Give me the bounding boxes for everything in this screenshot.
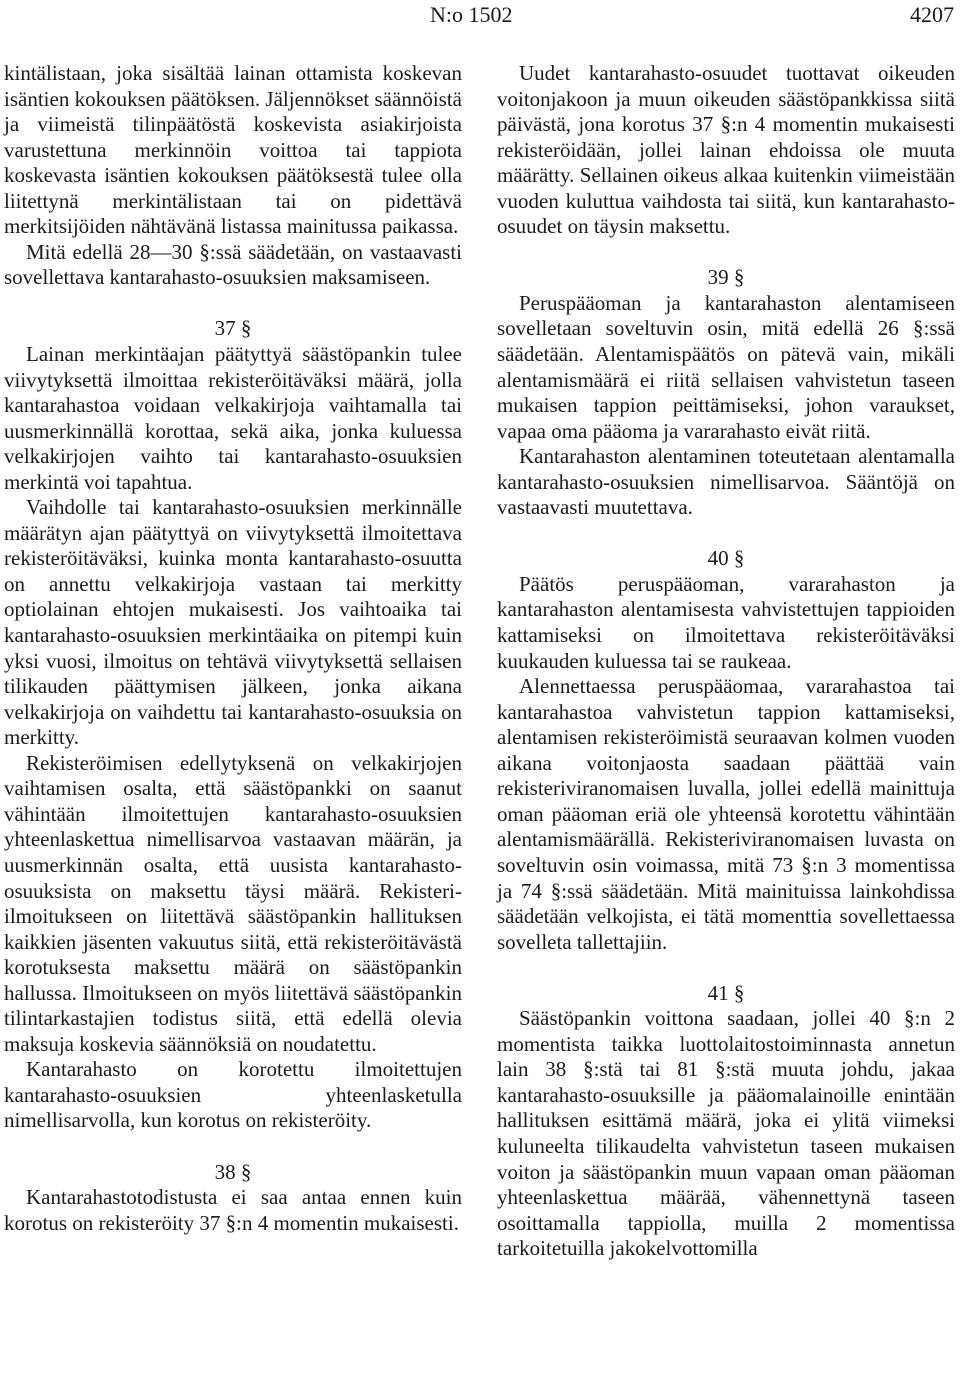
paragraph: Kantarahaston alentaminen toteutetaan alentamalla kantarahasto-osuuksien nimellisarvoa. Sääntöjä on vastaavasti muutettava.: [497, 444, 955, 520]
section-heading-37: 37 §: [214, 316, 252, 341]
paragraph: Kantarahasto on korotettu ilmoitettujen kantarahasto-osuuksien yhteenlasketulla nimellisarvolla, kun korotus on rekisteröity.: [4, 1057, 462, 1133]
paragraph: Peruspääoman ja kantarahaston alentamiseen sovelletaan soveltuvin osin, mitä edellä 26 §:ssä säädetään. Alentamispäätös on pätevä vain, mikäli alentamismäärä ei riitä sellaisen vahvistetun taseen mukaisen tappion peittämiseksi, johon varaukset, vapaa oma pääoma ja vararahasto eivät riitä.: [497, 290, 955, 443]
paragraph: Alennettaessa peruspääomaa, vararahastoa tai kantarahastoa vahvistetun tappion kattamiseksi, alentamisen rekisteröimistä seuraavan kolmen vuoden aikana voitonjaosta saadaan päättää vain rekisteriviranomaisen luvalla, jollei edellä mainittuja oman pääoman eriä ole yhteensä korotettu vähintään alentamismäärällä. Rekisteriviranomaisen luvasta on soveltuvin osin voimassa, mitä 73 §:n 3 momentissa ja 74 §:ssä säädetään. Mitä mainituissa lainkohdissa säädetään velkojista, ei tätä momenttia sovellettaessa sovelleta tallettajiin.: [497, 674, 955, 954]
paragraph: Mitä edellä 28—30 §:ssä säädetään, on vastaavasti sovellettava kantarahasto-osuuksien maksamiseen.: [4, 239, 462, 290]
left-column: [4, 61, 462, 1236]
paragraph: Vaihdolle tai kantarahasto-osuuksien merkinnälle määrätyn ajan päätyttyä on viivytyksettä ilmoitettava rekisteröitäväksi, kuinka monta kantarahasto-osuutta on annettu velkakirjoja vastaan tai merkitty optiolainan ehtojen mukaisesti. Jos vaihtoaika tai kantarahasto-osuuksien merkintäaika on pitempi kuin yksi vuosi, ilmoitus on tehtävä viivytyksettä sellaisen tilikauden päättymisen jälkeen, jonka aikana velkakirjoja on vaihdettu tai kantarahasto-osuuksia on merkitty.: [4, 495, 462, 750]
paragraph: Rekisteröimisen edellytyksenä on velkakirjojen vaihtamisen osalta, että säästöpankki on saanut vähintään ilmoitettujen kantarahasto-osuuksien yhteenlaskettua nimellisarvoa vastaavan määrän, ja uusmerkinnän osalta, että uusista kantarahasto-osuuksista on maksettu täysi määrä. Rekisteri-ilmoitukseen on liitettävä säästöpankin hallituksen kaikkien jäsenten vakuutus siitä, että rekisteröitävästä korotuksesta maksettu määrä on säästöpankin hallussa. Ilmoitukseen on myös liitettävä säästöpankin tilintarkastajien todistus siitä, että edellä olevia maksuja koskevia säännöksiä on noudatettu.: [4, 750, 462, 1056]
page-number: 4207: [910, 2, 954, 27]
issue-number: N:o 1502: [430, 2, 513, 27]
paragraph: Uudet kantarahasto-osuudet tuottavat oikeuden voitonjakoon ja muun oikeuden säästöpankkissa siitä päivästä, jona korotus 37 §:n 4 momentin mukaisesti rekisteröidään, jollei lainan ehdoissa ole muuta määrätty. Sellainen oikeus alkaa kuitenkin viimeistään vuoden kuluttua vaihdosta tai siitä, kun kantarahasto-osuudet on täysin maksettu.: [497, 61, 955, 239]
section-heading-41: 41 §: [707, 980, 745, 1005]
paragraph: Päätös peruspääoman, vararahaston ja kantarahaston alentamisesta vahvistettujen tappioiden kattamiseksi on ilmoitettava rekisteröitäväksi kuukauden kuluessa tai se raukeaa.: [497, 571, 955, 673]
right-column: [497, 61, 955, 1262]
section-heading-40: 40 §: [707, 546, 745, 571]
paragraph: kintälistaan, joka sisältää lainan ottamista koskevan isäntien kokouksen päätöksen. Jäljennökset säännöistä ja viimeistä tilinpäätöstä koskevista asiakirjoista varustettuna merkinnöin voittoa tai tappiota koskevasta isäntien kokouksen päätöksestä tulee olla liitettynä merkintälistaan tai on pidettävä merkitsijöiden nähtävänä listassa mainitussa paikassa.: [4, 61, 462, 239]
paragraph: Säästöpankin voittona saadaan, jollei 40 §:n 2 momentista taikka luottolaitostoiminnasta annetun lain 38 §:stä tai 81 §:stä muuta johdu, jakaa kantarahasto-osuuksille ja pääomalainoille enintään hallituksen esittämä määrä, joka ei ylitä viimeksi kuluneelta tilikaudelta vahvistetun taseen mukaisen voiton ja säästöpankin muun vapaan oman pääoman yhteenlaskettua määrää, vähennettynä taseen osoittamalla tappiolla, muilla 2 momentissa tarkoitetuilla jakokelvottomilla: [497, 1006, 955, 1261]
paragraph: Lainan merkintäajan päätyttyä säästöpankin tulee viivytyksettä ilmoittaa rekisteröitäväksi määrä, jolla kantarahastoa voidaan velkakirjoja vaihtamalla tai uusmerkinnällä korottaa, sekä aika, jonka kuluessa velkakirjojen vaihto tai kantarahasto-osuuksien merkintä voi tapahtua.: [4, 342, 462, 494]
section-heading-39: 39 §: [707, 265, 745, 290]
section-heading-38: 38 §: [214, 1159, 252, 1184]
page-header: [0, 0, 960, 40]
paragraph: Kantarahastotodistusta ei saa antaa ennen kuin korotus on rekisteröity 37 §:n 4 momentin mukaisesti.: [4, 1185, 462, 1235]
